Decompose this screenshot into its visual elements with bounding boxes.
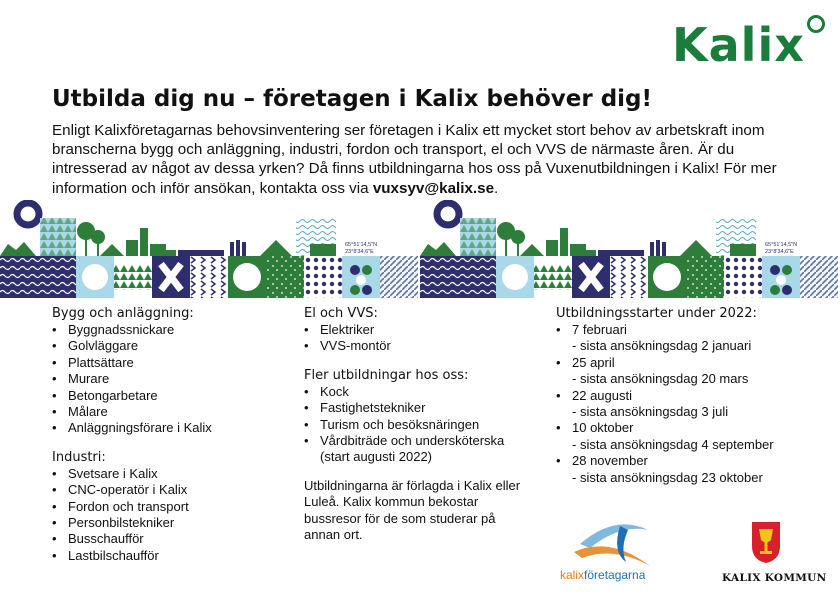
list-item: • Golvläggare xyxy=(52,338,282,354)
middle-column xyxy=(304,305,534,543)
starts-list xyxy=(556,322,816,486)
intro-paragraph: Enligt Kalixföretagarnas behovsinventering ser företagen i Kalix ett mycket stort behov av arbetskraft inom branscherna bygg och anläggning, industri, fordon och transport, el och VVS de närmaste åren. Är du intresserad av något av dessa yrken? Då finns utbildningarna hos oss på Vuxenutbildningen i Kalix! För mer information och inför ansökan, kontakta oss via vuxsyv@kalix.se. xyxy=(52,122,777,197)
list-item: • Fordon och transport xyxy=(52,499,282,515)
el-title: El och VVS: xyxy=(304,306,378,321)
list-item: • Lastbilschaufför xyxy=(52,548,282,564)
list-item: • Byggnadssnickare xyxy=(52,322,282,338)
fler-note: (start augusti 2022) xyxy=(320,449,433,465)
industri-title: Industri: xyxy=(52,449,106,465)
el-list xyxy=(304,322,534,355)
starts-title: Utbildningsstarter under 2022: xyxy=(556,306,757,321)
list-item: • Svetsare i Kalix xyxy=(52,466,282,482)
start-item: • 7 februari - sista ansökningsdag 2 januari xyxy=(556,322,816,355)
list-item: • Plattsättare xyxy=(52,355,282,371)
bygg-list xyxy=(52,322,282,437)
list-item: • Murare xyxy=(52,371,282,387)
start-item: • 22 augusti - sista ansökningsdag 3 juli xyxy=(556,388,816,421)
intro-text: Enligt Kalixföretagarnas behovsinventering ser företagen i Kalix ett mycket stort behov av arbetskraft inom branscherna bygg och anläggning, industri, fordon och transport, el och VVS de närmaste åren. Är du intresserad av något av dessa yrken? Då finns utbildningarna hos oss på Vuxenutbildningen i Kalix! För mer information och inför ansökan, kontakta oss via xyxy=(52,122,777,197)
list-item: • Målare xyxy=(52,404,282,420)
bygg-title: Bygg och anläggning: xyxy=(52,306,194,321)
industri-list xyxy=(52,466,282,564)
kalixforetagarna-text: kalixföretagarna xyxy=(560,568,646,582)
start-item: • 10 oktober - sista ansökningsdag 4 september xyxy=(556,420,816,453)
start-item: • 25 april - sista ansökningsdag 20 mars xyxy=(556,355,816,388)
headline: Utbilda dig nu – företagen i Kalix behöver dig! xyxy=(52,86,653,112)
list-item: • Fastighetstekniker xyxy=(304,400,534,416)
logo-ring-icon xyxy=(807,15,825,33)
travel-note: Utbildningarna är förlagda i Kalix eller Luleå. Kalix kommun bekostar bussresor för de som studerar på annan ort. xyxy=(304,477,521,543)
kalix-logo: Kalix xyxy=(672,22,823,68)
list-item: • Turism och besöksnäringen xyxy=(304,417,534,433)
start-item: • 28 november - sista ansökningsdag 23 oktober xyxy=(556,453,816,486)
list-item: • Betongarbetare xyxy=(52,388,282,404)
right-column xyxy=(556,305,816,486)
list-item: • Busschaufför xyxy=(52,531,282,547)
pattern-band xyxy=(0,200,840,298)
list-item: • VVS-montör xyxy=(304,338,534,354)
list-item: • Anläggningsförare i Kalix xyxy=(52,420,282,436)
contact-email[interactable]: vuxsyv@kalix.se xyxy=(372,179,495,197)
kalix-kommun-text: KALIX KOMMUN xyxy=(722,572,827,584)
list-item: • Elektriker xyxy=(304,322,534,338)
fler-title: Fler utbildningar hos oss: xyxy=(304,367,469,383)
list-item: • Personbilstekniker xyxy=(52,515,282,531)
list-item: • Kock xyxy=(304,384,534,400)
fler-list xyxy=(304,384,534,450)
left-column xyxy=(52,305,282,564)
list-item: • CNC-operatör i Kalix xyxy=(52,482,282,498)
list-item: • Vårdbiträde och undersköterska xyxy=(304,433,534,449)
kalix-kommun-crest-icon xyxy=(750,520,782,564)
